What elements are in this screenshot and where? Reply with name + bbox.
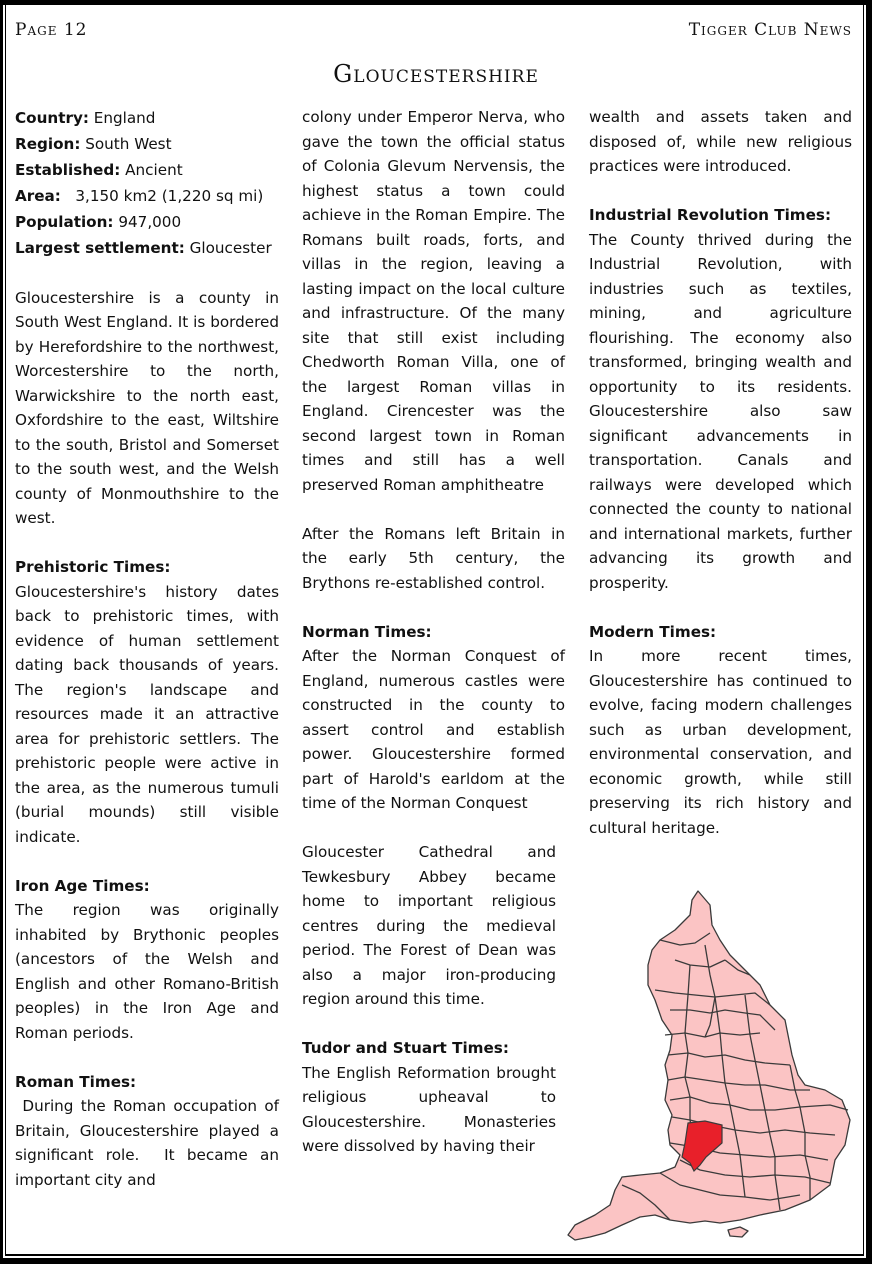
body-modern: In more recent times, Gloucestershire has continued to evolve, facing modern challenges such as urban development, environmental conservation, and economic growth, while still preserving its rich history and cultural heritage. [589, 647, 852, 837]
column-2 [302, 105, 565, 1159]
column-1 [15, 105, 284, 1192]
isle-of-wight [728, 1227, 748, 1237]
infobox [15, 105, 279, 261]
info-largest-settlement: Largest settlement: Gloucester [15, 239, 272, 257]
heading-roman: Roman Times: [15, 1072, 137, 1091]
body-roman-part2: colony under Emperor Nerva, who gave the town the official status of Colonia Glevum Nervensis, the highest status a town could achieve in the Roman Empire. The Romans built roads, forts, and villas in the region, leaving a lasting impact on the local culture and infrastructure. Of the many site that still exist including Chedworth Roman Villa, one of the largest Roman villas in England. Cirencester was the second largest town in Roman times and still has a well preserved Roman amphitheatre [302, 108, 565, 494]
body-roman-after: After the Romans left Britain in the early 5th century, the Brythons re-established control. [302, 524, 565, 592]
intro-paragraph: Gloucestershire is a county in South West England. It is bordered by Herefordshire to the northwest, Worcestershire to the north, Warwickshire to the north east, Oxfordshire to the east, Wiltshire to the south, Bristol and Somerset to the south west, and the Welsh county of Monmouthshire to the west. [15, 288, 279, 527]
heading-prehistoric: Prehistoric Times: [15, 558, 171, 576]
info-country: Country: England [15, 109, 156, 127]
column-3 [589, 105, 852, 840]
article-title: Gloucestershire [333, 60, 539, 88]
england-outline [568, 891, 850, 1240]
england-county-map [560, 885, 855, 1245]
info-area: Area: 3,150 km2 (1,220 sq mi) [15, 187, 264, 205]
heading-iron-age: Iron Age Times: [15, 876, 150, 895]
body-roman-part1: During the Roman occupation of Britain, Gloucestershire played a significant role. It became an important city and [15, 1097, 284, 1189]
info-population: Population: 947,000 [15, 213, 182, 231]
heading-industrial: Industrial Revolution Times: [589, 206, 832, 224]
body-norman: After the Norman Conquest of England, numerous castles were constructed in the county to assert control and establish power. Gloucestershire formed part of Harold's earldom at the time of the Norman Conquest [302, 647, 565, 812]
heading-tudor: Tudor and Stuart Times: [302, 1039, 509, 1057]
body-medieval: Gloucester Cathedral and Tewkesbury Abbey became home to important religious centres during the medieval period. The Forest of Dean was also a major iron-producing region around this time. [302, 843, 556, 1008]
body-industrial: The County thrived during the Industrial Revolution, with industries such as textiles, mining, and agriculture flourishing. The economy also transformed, bringing wealth and opportunity to its residents. Gloucestershire also saw significant advancements in transportation. Canals and railways were developed which connected the county to national and international markets, further advancing its growth and prosperity. [589, 230, 852, 592]
body-iron-age: The region was originally inhabited by Brythonic peoples (ancestors of the Welsh and English and other Romano-British peoples) in the Iron Age and Roman periods. [15, 901, 279, 1042]
info-region: Region: South West [15, 135, 172, 153]
info-established: Established: Ancient [15, 161, 183, 179]
body-tudor-part1: The English Reformation brought religious upheaval to Gloucestershire. Monasteries were dissolved by having their [302, 1063, 561, 1155]
england-map-icon [560, 885, 855, 1245]
page-number: Page 12 [15, 20, 88, 40]
publication-name: Tigger Club News [688, 20, 852, 40]
body-tudor-part2: wealth and assets taken and disposed of, while new religious practices were introduced. [589, 108, 852, 175]
body-prehistoric: Gloucestershire's history dates back to prehistoric times, with evidence of human settlement dating back thousands of years. The region's landscape and resources made it an attractive area for prehistoric settlers. The prehistoric people were active in the area, as the numerous tumuli (burial mounds) still visible indicate. [15, 582, 279, 846]
heading-norman: Norman Times: [302, 622, 432, 641]
heading-modern: Modern Times: [589, 622, 717, 641]
